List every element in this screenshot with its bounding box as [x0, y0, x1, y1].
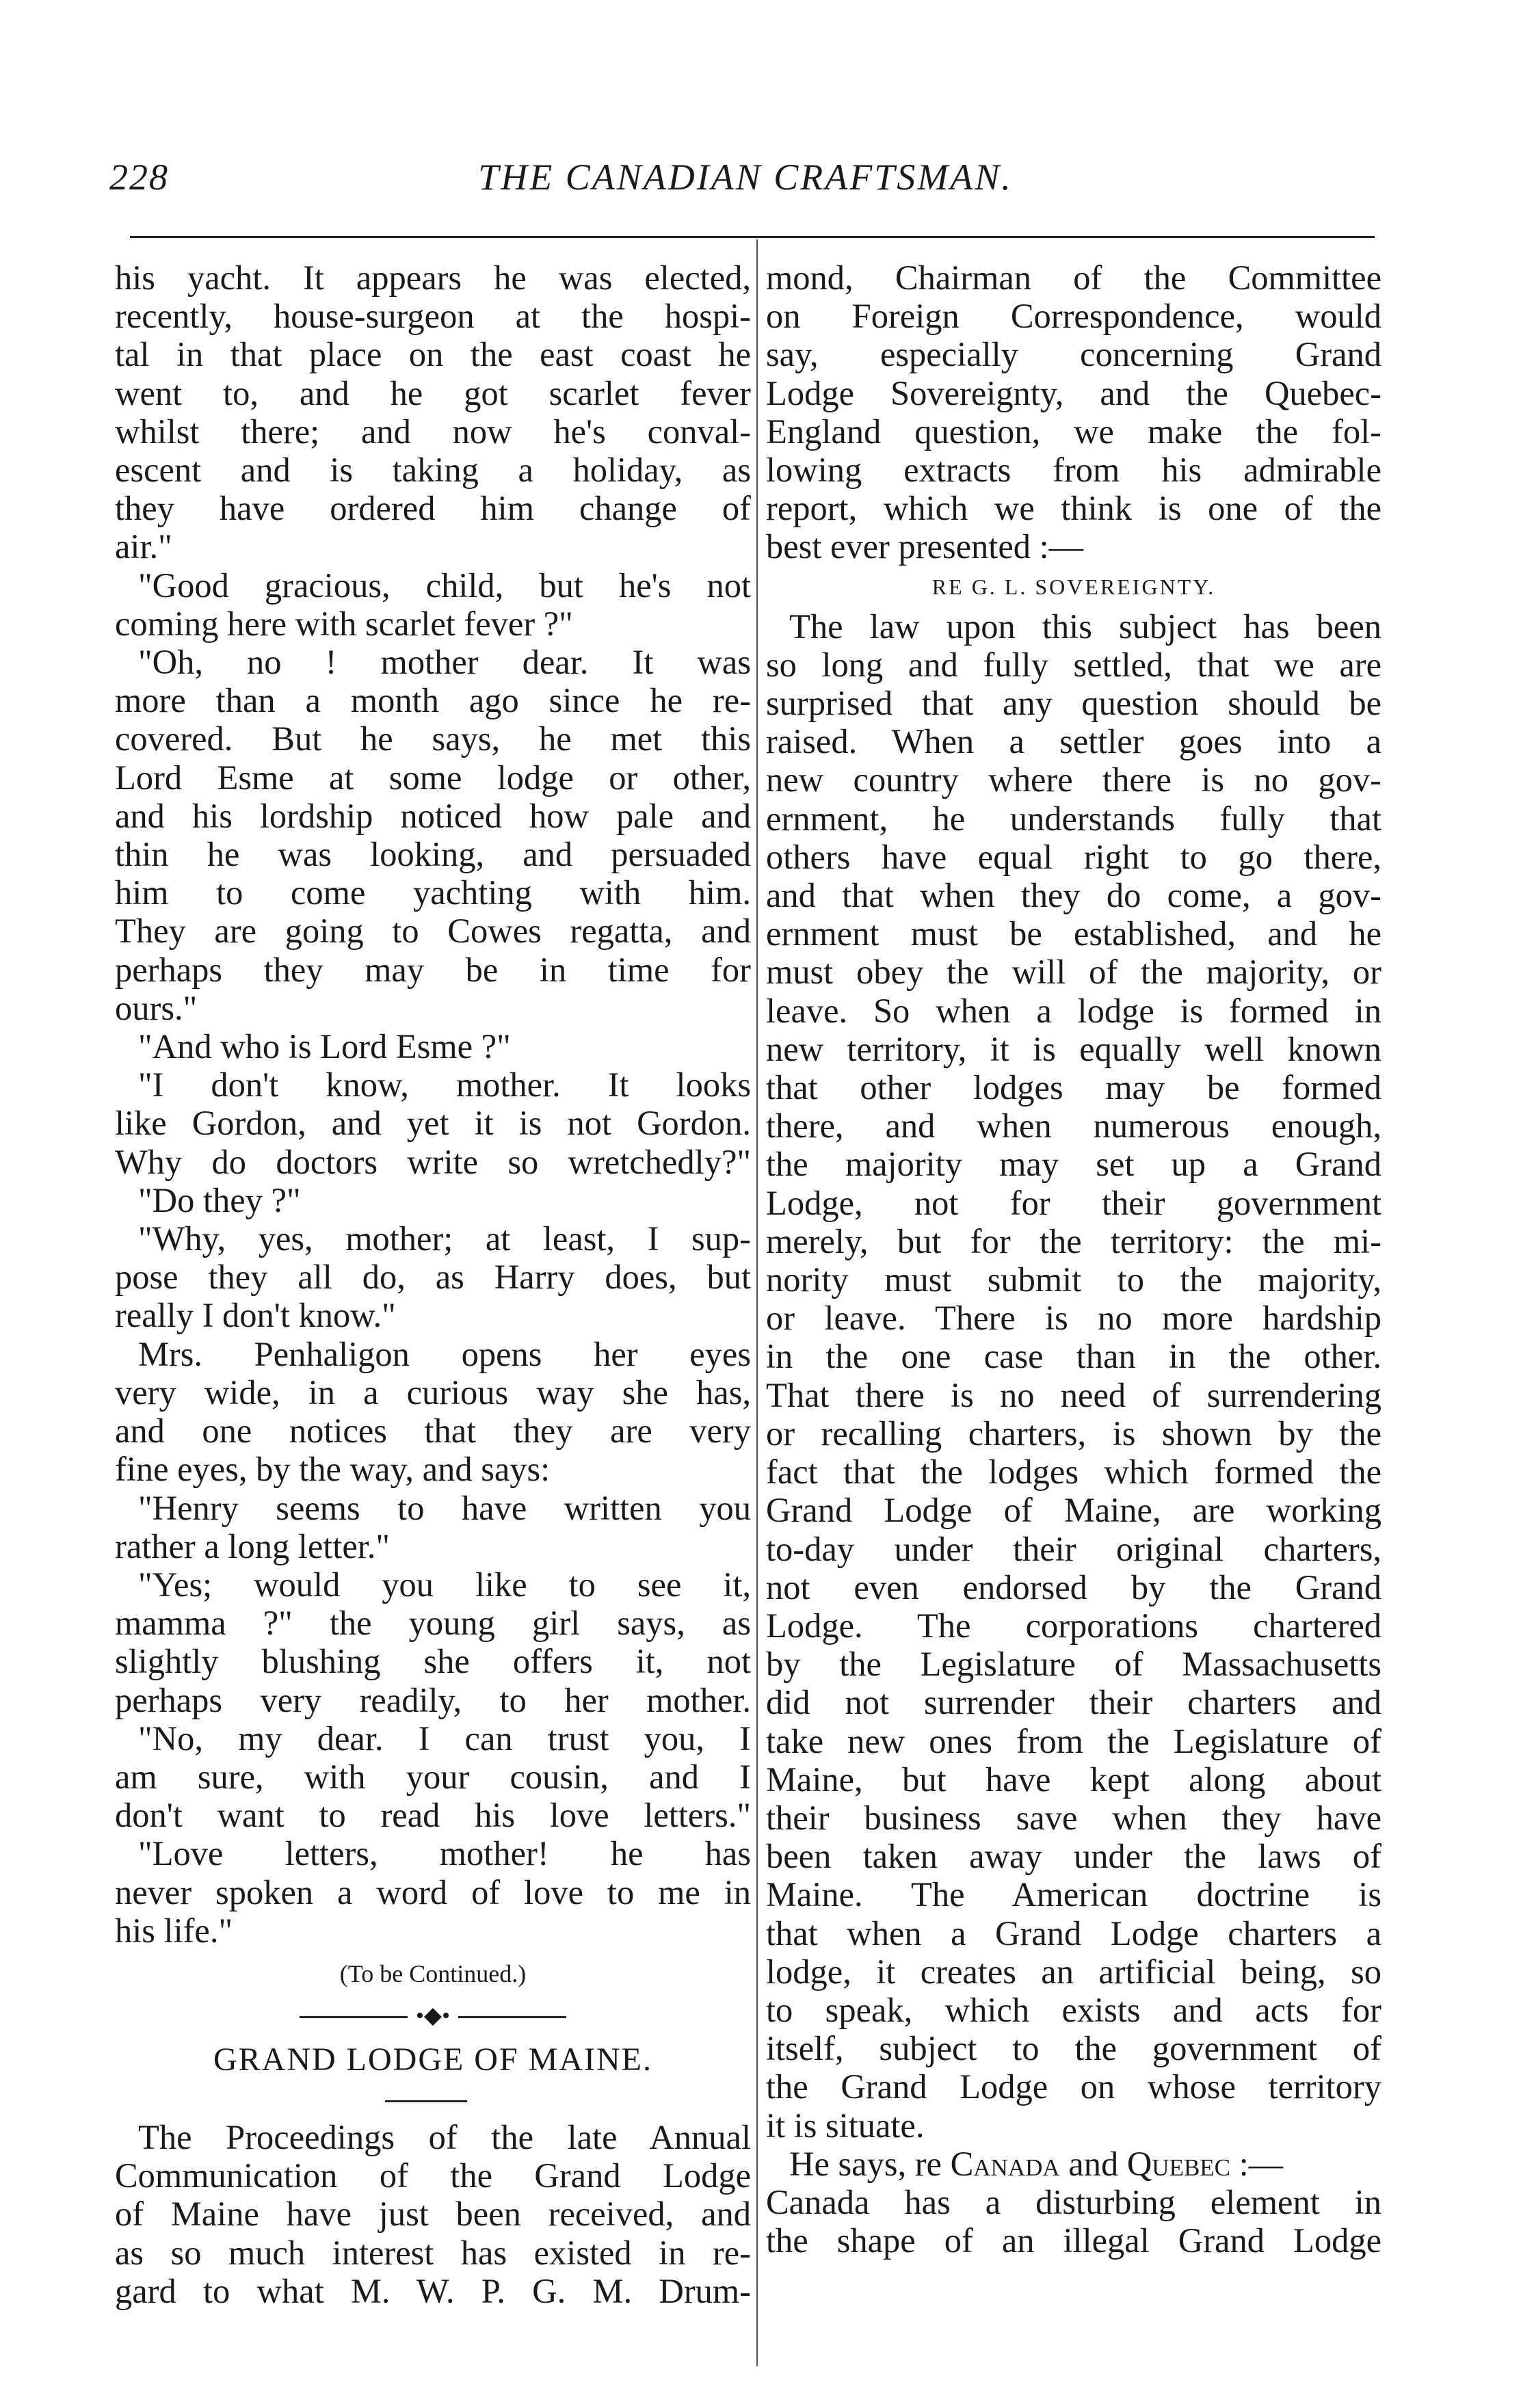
text-line: must obey the will of the majority, or [766, 953, 1381, 992]
text-line: or recalling charters, is shown by the [766, 1414, 1381, 1453]
text-line: or leave. There is no more hardship [766, 1299, 1381, 1338]
text-line: Communication of the Grand Lodge [115, 2156, 751, 2195]
text-line: others have equal right to go there, [766, 837, 1381, 876]
text-line: like Gordon, and yet it is not Gordon. [115, 1104, 751, 1143]
text-line: ernment, he understands fully that [766, 799, 1381, 838]
text-line: in the one case than in the other. [766, 1337, 1381, 1376]
text-line: air." [115, 527, 172, 566]
text-line: "No, my dear. I can trust you, I [138, 1719, 751, 1758]
text-line: been taken away under the laws of [766, 1837, 1381, 1876]
text-line: of Maine have just been received, and [115, 2195, 751, 2234]
text-line: "Good gracious, child, but he's not [138, 566, 751, 605]
text-line: so long and fully settled, that we are [766, 645, 1381, 684]
continued-note: (To be Continued.) [339, 1959, 527, 1987]
says-prefix: He says, re [789, 2144, 951, 2183]
text-line: Canada has a disturbing element in [766, 2182, 1381, 2221]
text-line: their business save when they have [766, 1798, 1381, 1837]
subheading: RE G. L. SOVEREIGNTY. [931, 574, 1216, 599]
says-quebec: Quebec [1126, 2144, 1231, 2183]
text-line: and that when they do come, a gov- [766, 876, 1381, 915]
text-line: new territory, it is equally well known [766, 1029, 1381, 1068]
text-line: "Do they ?" [138, 1180, 301, 1219]
sovereignty-paragraph [766, 607, 1381, 2145]
text-line: The Proceedings of the late Annual [138, 2117, 751, 2156]
ornament-icon: •◆• [408, 2003, 458, 2029]
text-line: Lodge Sovereignty, and the Quebec- [766, 373, 1381, 412]
text-line: rather a long letter." [115, 1526, 391, 1565]
says-line [766, 2145, 1381, 2183]
text-line: to speak, which exists and acts for [766, 1990, 1381, 2029]
article-intro [766, 259, 1381, 566]
text-line: covered. But he says, he met this [115, 719, 751, 758]
text-line: as so much interest has existed in re- [115, 2233, 751, 2272]
text-line: best ever presented :— [766, 527, 1084, 566]
text-line: That there is no need of surrendering [766, 1375, 1381, 1414]
text-line: that when a Grand Lodge charters a [766, 1914, 1381, 1953]
ornament-rule [115, 1998, 751, 2036]
page-header [109, 156, 1381, 217]
text-line: recently, house-surgeon at the hospi- [115, 297, 751, 336]
page-number: 228 [109, 157, 169, 198]
text-line: lowing extracts from his admirable [766, 451, 1381, 490]
text-line: the Grand Lodge on whose territory [766, 2067, 1381, 2106]
text-line: to-day under their original charters, [766, 1529, 1381, 1568]
right-column [766, 259, 1381, 2260]
text-line: perhaps very readily, to her mother. [115, 1680, 751, 1719]
text-line: England question, we make the fol- [766, 412, 1381, 451]
text-line: pose they all do, as Harry does, but [115, 1258, 751, 1297]
text-line: really I don't know." [115, 1296, 396, 1335]
text-line: lodge, it creates an artificial being, so [766, 1952, 1381, 1991]
text-line: his life." [115, 1911, 233, 1950]
text-line: Why do doctors write so wretchedly?" [115, 1142, 751, 1181]
running-title: THE CANADIAN CRAFTSMAN. [478, 157, 1013, 198]
text-line: surprised that any question should be [766, 684, 1381, 723]
text-line: "Henry seems to have written you [138, 1488, 751, 1527]
text-line: never spoken a word of love to me in [115, 1873, 751, 1911]
text-line: more than a month ago since he re- [115, 681, 751, 720]
story-continuation [115, 259, 751, 1950]
text-line: there, and when numerous enough, [766, 1107, 1381, 1146]
header-rule [130, 236, 1375, 238]
text-line: "I don't know, mother. It looks [138, 1066, 751, 1104]
text-line: The law upon this subject has been [789, 607, 1381, 646]
text-line: nority must submit to the majority, [766, 1260, 1381, 1299]
text-line: that other lodges may be formed [766, 1068, 1381, 1107]
text-line: Lodge. The corporations chartered [766, 1606, 1381, 1645]
text-line: say, especially concerning Grand [766, 335, 1381, 374]
text-line: the shape of an illegal Grand Lodge [766, 2221, 1381, 2260]
text-line: "Love letters, mother! he has [138, 1834, 751, 1873]
text-line: very wide, in a curious way she has, [115, 1373, 751, 1412]
section-rule [115, 2084, 751, 2118]
text-line: his yacht. It appears he was elected, [115, 259, 751, 297]
text-line: raised. When a settler goes into a [766, 722, 1381, 761]
text-line: escent and is taking a holiday, as [115, 451, 751, 490]
text-line: mond, Chairman of the Committee [766, 259, 1381, 297]
text-line: am sure, with your cousin, and I [115, 1757, 751, 1796]
section-title: GRAND LODGE OF MAINE. [213, 2041, 652, 2078]
says-canada: Canada [950, 2144, 1060, 2183]
text-line: "Oh, no ! mother dear. It was [138, 643, 751, 682]
text-line: gard to what M. W. P. G. M. Drum- [115, 2271, 751, 2310]
text-line: not even endorsed by the Grand [766, 1567, 1381, 1606]
text-line: thin he was looking, and persuaded [115, 835, 751, 874]
text-line: coming here with scarlet fever ?" [115, 604, 573, 643]
text-line: ernment must be established, and he [766, 914, 1381, 953]
text-line: it is situate. [766, 2106, 925, 2145]
text-line: tal in that place on the east coast he [115, 335, 751, 374]
text-line: itself, subject to the government of [766, 2029, 1381, 2068]
text-line: went to, and he got scarlet fever [115, 373, 751, 412]
text-line: ours." [115, 988, 198, 1027]
text-line: by the Legislature of Massachusetts [766, 1645, 1381, 1684]
article-paragraph [115, 2118, 751, 2310]
text-line: fine eyes, by the way, and says: [115, 1450, 551, 1489]
left-column [115, 259, 751, 2310]
text-line: Lord Esme at some lodge or other, [115, 758, 751, 797]
text-line: leave. So when a lodge is formed in [766, 991, 1381, 1030]
text-line: report, which we think is one of the [766, 489, 1381, 528]
text-line: whilst there; and now he's conval- [115, 412, 751, 451]
column-divider [756, 239, 758, 2366]
text-line: and his lordship noticed how pale and [115, 796, 751, 835]
text-line: on Foreign Correspondence, would [766, 297, 1381, 336]
says-suffix: :— [1230, 2144, 1284, 2183]
text-line: mamma ?" the young girl says, as [115, 1604, 751, 1643]
text-line: Maine. The American doctrine is [766, 1875, 1381, 1914]
text-line: merely, but for the territory: the mi- [766, 1221, 1381, 1260]
text-line: perhaps they may be in time for [115, 950, 751, 989]
text-line: him to come yachting with him. [115, 873, 751, 912]
text-line: did not surrender their charters and [766, 1683, 1381, 1722]
text-line: and one notices that they are very [115, 1412, 751, 1451]
text-line: don't want to read his love letters." [115, 1796, 751, 1835]
text-line: take new ones from the Legislature of [766, 1721, 1381, 1760]
text-line: they have ordered him change of [115, 489, 751, 528]
text-line: They are going to Cowes regatta, and [115, 912, 751, 951]
text-line: fact that the lodges which formed the [766, 1453, 1381, 1492]
text-line: "Yes; would you like to see it, [138, 1565, 751, 1604]
text-line: the majority may set up a Grand [766, 1145, 1381, 1184]
text-line: Grand Lodge of Maine, are working [766, 1491, 1381, 1530]
text-line: Lodge, not for their government [766, 1183, 1381, 1222]
text-line: Mrs. Penhaligon opens her eyes [138, 1334, 751, 1373]
says-and: and [1059, 2144, 1127, 2183]
text-line: "Why, yes, mother; at least, I sup- [138, 1219, 751, 1258]
text-line: new country where there is no gov- [766, 760, 1381, 799]
text-line: "And who is Lord Esme ?" [138, 1027, 511, 1066]
text-line: Maine, but have kept along about [766, 1760, 1381, 1799]
text-line: slightly blushing she offers it, not [115, 1642, 751, 1681]
